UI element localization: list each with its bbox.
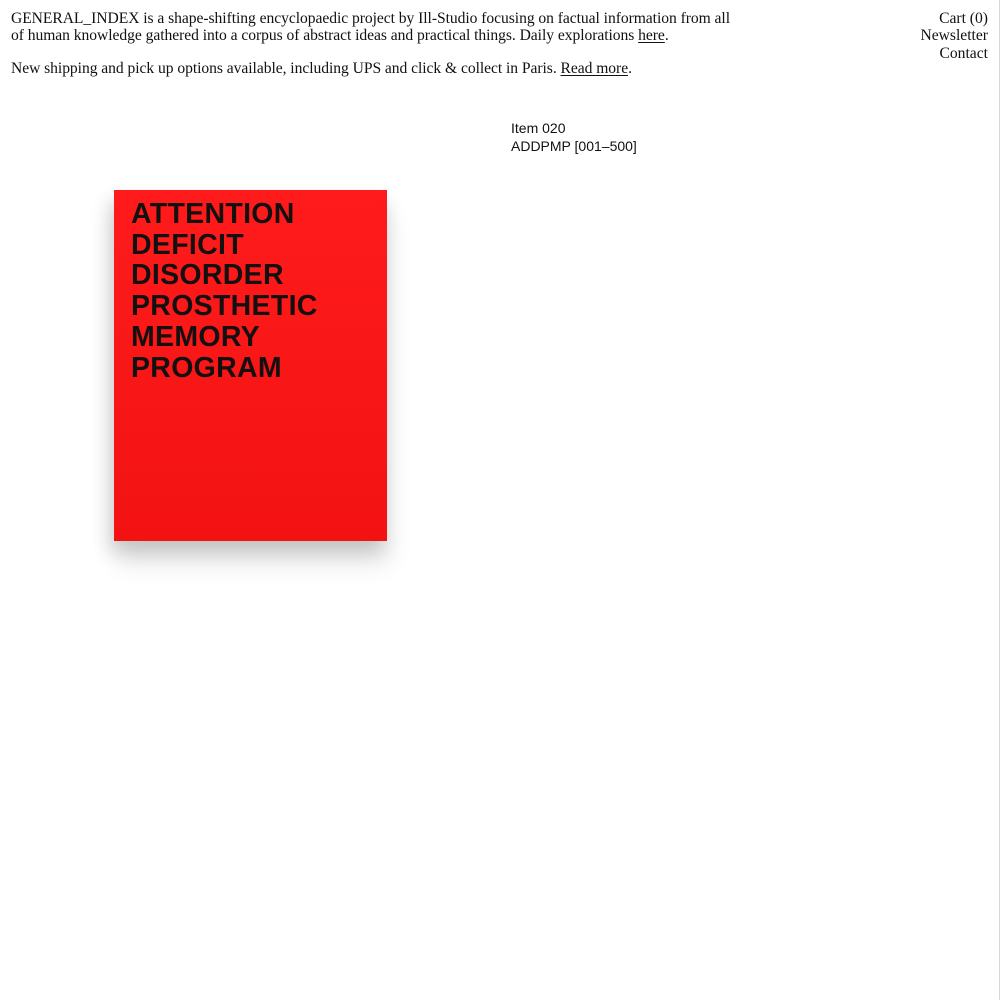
book-cover-title: ATTENTION DEFICIT DISORDER PROSTHETIC MEMORY PROGRAM — [131, 198, 318, 384]
intro-text — [11, 10, 741, 77]
description-period: . — [664, 27, 669, 45]
newsletter-link[interactable]: Newsletter — [920, 27, 988, 45]
cart-link[interactable]: Cart (0) — [939, 10, 988, 27]
contact-link[interactable]: Contact — [939, 44, 988, 62]
top-navigation — [920, 10, 988, 62]
product-image[interactable] — [60, 155, 440, 595]
shipping-text: New shipping and pick up options available, including UPS and click & collect in Paris. — [11, 59, 561, 77]
item-code: ADDPMP [001–500] — [511, 137, 637, 154]
book-cover — [114, 190, 387, 541]
shipping-notice — [11, 60, 741, 77]
read-more-link[interactable]: Read more — [560, 59, 629, 77]
description-text: GENERAL_INDEX is a shape-shifting encyclopaedic project by Ill-Studio focusing on factual information from all of human knowledge gathered into a corpus of abstract ideas and practical things. Daily explorations — [11, 10, 730, 45]
daily-explorations-link[interactable]: here — [638, 27, 665, 45]
item-number: Item 020 — [511, 120, 566, 136]
shipping-period: . — [628, 59, 632, 77]
site-description — [11, 10, 741, 45]
item-info — [511, 120, 637, 155]
